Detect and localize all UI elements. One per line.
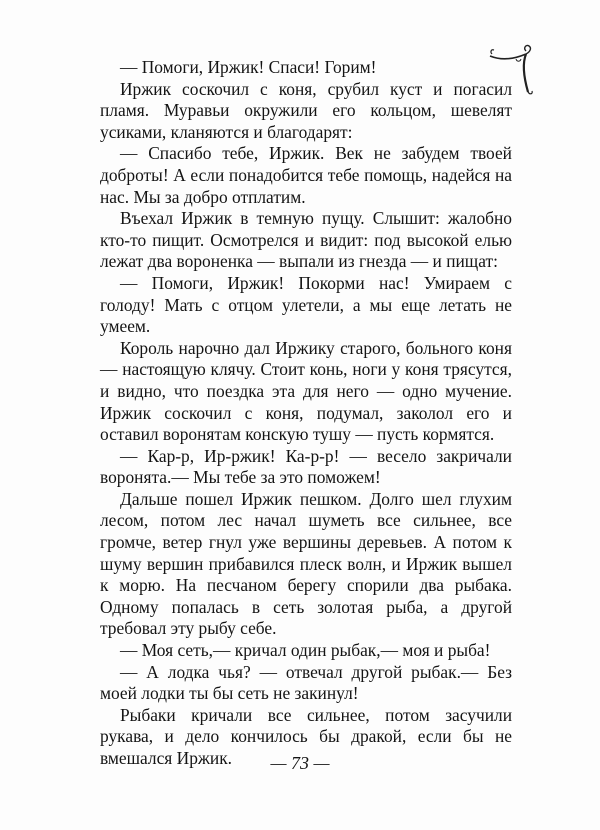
paragraph: Рыбаки кричали все сильнее, потом засучили рукава, и дело кончилось бы дракой, если бы не вмешался Иржик. [100, 704, 512, 768]
paragraph: Дальше пошел Иржик пешком. Долго шел глухим лесом, потом лес начал шуметь все сильнее, все громче, ветер гнул уже вершины деревьев. А потом к шуму вершин прибавился плеск волн, и Иржик вышел к морю. На песчаном берегу спорили два рыбака. Одному попалась в сеть золотая рыба, а другой требовал эту рыбу себе. [100, 488, 512, 639]
paragraph: — Моя сеть,— кричал один рыбак,— моя и рыба! [120, 640, 491, 661]
paragraph: Въехал Иржик в темную пущу. Слышит: жалобно кто-то пищит. Осмотрелся и видит: под высокой елью лежат два вороненка — выпали из гнезда — и пищат: [100, 208, 512, 272]
paragraph: — Кар-р, Ир-ржик! Ка-р-р! — весело закричали воронята.— Мы тебе за это поможем! [100, 445, 512, 488]
page-number: — 73 — [270, 753, 330, 773]
paragraph: Король нарочно дал Иржику старого, больного коня — настоящую клячу. Стоит конь, ноги у коня трясутся, и видно, что поездка эта для него — одно мучение. Иржик соскочил с коня, подумал, заколол его и оставил воронятам конскую тушу — пусть кормятся. [100, 337, 512, 445]
paragraph: — А лодка чья? — отвечал другой рыбак.— Без моей лодки ты бы сеть не закинул! [100, 661, 512, 704]
paragraph: — Помоги, Иржик! Спаси! Горим! [120, 57, 377, 77]
paragraph: — Спасибо тебе, Иржик. Век не забудем твоей доброты! А если понадобится тебе помощь, надейся на нас. Мы за добро отплатим. [100, 143, 512, 207]
paragraph: Иржик соскочил с коня, срубил куст и погасил пламя. Муравьи окружили его кольцом, шевелят усиками, кланяются и благодарят: [100, 78, 512, 142]
paragraph: — Помоги, Иржик! Покорми нас! Умираем с голоду! Мать с отцом улетели, а мы еще летать не умеем. [100, 272, 512, 337]
text-body [100, 57, 512, 770]
